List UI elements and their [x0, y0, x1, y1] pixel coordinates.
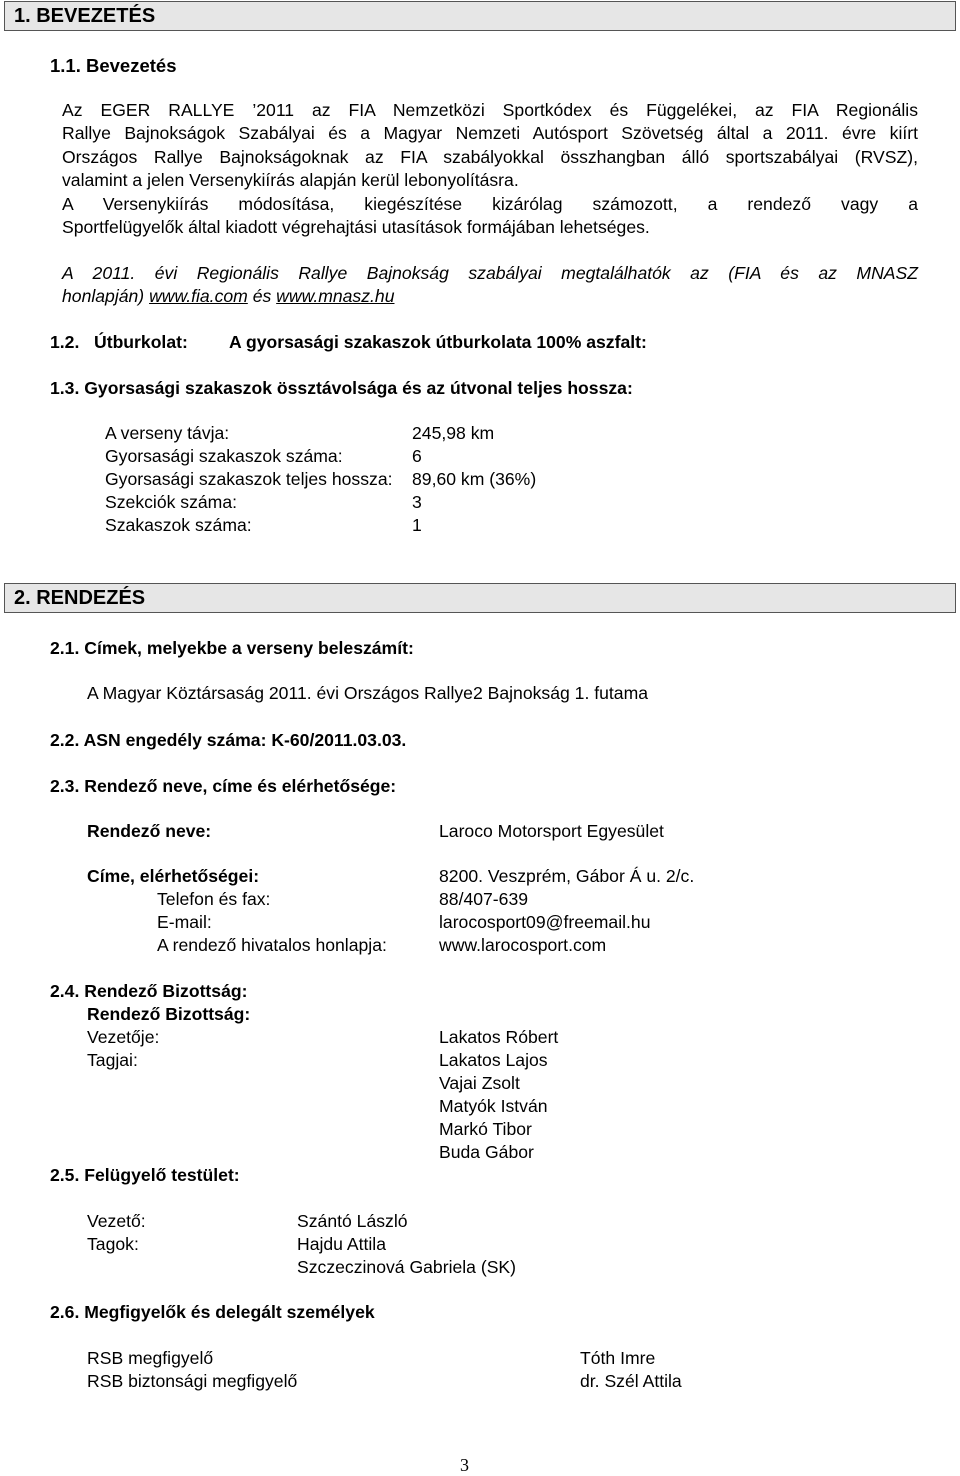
supervisor-name: Szczeczinová Gabriela (SK) — [297, 1257, 517, 1277]
para3-line1: A 2011. évi Regionális Rallye Bajnokság szabályai megtalálhatók az (FIA és az MNASZ — [62, 263, 918, 283]
stat-value: 3 — [412, 492, 422, 512]
para1-line4: valamint a jelen Versenykiírás alapján kerül lebonyolításra. — [62, 170, 519, 190]
subsection-2-1-text: A Magyar Köztársaság 2011. évi Országos Rallye2 Bajnokság 1. futama — [87, 683, 649, 703]
phone-value: 88/407-639 — [439, 889, 529, 909]
para3-and-text: és — [247, 286, 277, 306]
committee-members-label: Tagjai: — [87, 1050, 138, 1070]
organizer-name-label: Rendező neve: — [87, 821, 212, 841]
para1-line2: Rallye Bajnokságok Szabályai és a Magyar Nemzeti Autósport Szövetség által a 2011. évre kiírt — [62, 123, 918, 143]
committee-member: Lakatos Lajos — [439, 1050, 548, 1070]
committee-member: Matyók István — [439, 1096, 548, 1116]
observer-name: Tóth Imre — [580, 1348, 656, 1368]
section-2-heading: 2. RENDEZÉS — [14, 587, 146, 609]
stat-value: 6 — [412, 446, 422, 466]
supervisor-name: Szántó László — [297, 1211, 408, 1231]
supervisor-leader-label: Vezető: — [87, 1211, 146, 1231]
stat-label: Gyorsasági szakaszok száma: — [105, 446, 343, 466]
para2-line1: A Versenykiírás módosítása, kiegészítése kizárólag számozott, a rendező vagy a — [62, 194, 918, 214]
contact-value: 8200. Veszprém, Gábor Á u. 2/c. — [439, 866, 695, 886]
committee-leader-label: Vezetője: — [87, 1027, 160, 1047]
para1-line1: Az EGER RALLYE ’2011 az FIA Nemzetközi Sportkódex és Függelékei, az FIA Regionális — [62, 100, 918, 120]
committee-subheading: Rendező Bizottság: — [87, 1004, 251, 1024]
email-value: larocosport09@freemail.hu — [439, 912, 651, 932]
stat-label: Szekciók száma: — [105, 492, 237, 512]
page-number: 3 — [460, 1455, 469, 1475]
para3-text: honlapján) — [62, 286, 150, 306]
stat-value: 1 — [412, 515, 422, 535]
website-label: A rendező hivatalos honlapja: — [157, 935, 387, 955]
stat-label: A verseny távja: — [105, 423, 230, 443]
stat-label: Gyorsasági szakaszok teljes hossza: — [105, 469, 393, 489]
contact-label: Címe, elérhetőségei: — [87, 866, 260, 886]
observer-name: dr. Szél Attila — [580, 1371, 682, 1391]
subsection-2-2-heading: 2.2. ASN engedély száma: K-60/2011.03.03. — [50, 730, 407, 750]
committee-member: Buda Gábor — [439, 1142, 534, 1162]
subsection-2-1-heading: 2.1. Címek, melyekbe a verseny beleszámít: — [50, 638, 414, 658]
organizer-name-value: Laroco Motorsport Egyesület — [439, 821, 664, 841]
supervisor-name: Hajdu Attila — [297, 1234, 386, 1254]
para3-line2 — [62, 285, 394, 307]
stat-value: 245,98 km — [412, 423, 495, 443]
para1-line3: Országos Rallye Bajnokságoknak az FIA szabályokkal összhangban álló sportszabályai (RVSZ), — [62, 147, 918, 167]
subsection-1-1-heading: 1.1. Bevezetés — [50, 55, 177, 76]
mnasz-link[interactable]: www.mnasz.hu — [276, 286, 395, 306]
phone-label: Telefon és fax: — [157, 889, 271, 909]
committee-member: Lakatos Róbert — [439, 1027, 559, 1047]
para2-line2: Sportfelügyelők által kiadott végrehajtási utasítások formájában lehetséges. — [62, 217, 650, 237]
subsection-1-2-label: Útburkolat: — [94, 332, 188, 352]
supervisor-members-label: Tagok: — [87, 1234, 139, 1254]
observer-role: RSB megfigyelő — [87, 1348, 214, 1368]
website-value: www.larocosport.com — [439, 935, 607, 955]
subsection-2-5-heading: 2.5. Felügyelő testület: — [50, 1165, 240, 1185]
committee-member: Vajai Zsolt — [439, 1073, 520, 1093]
subsection-2-4-heading: 2.4. Rendező Bizottság: — [50, 981, 248, 1001]
subsection-2-3-heading: 2.3. Rendező neve, címe és elérhetősége: — [50, 776, 397, 796]
email-label: E-mail: — [157, 912, 212, 932]
stat-label: Szakaszok száma: — [105, 515, 252, 535]
section-2-heading-bar — [4, 583, 956, 613]
fia-link[interactable]: www.fia.com — [149, 286, 248, 306]
section-1-heading: 1. BEVEZETÉS — [14, 5, 156, 27]
observer-role: RSB biztonsági megfigyelő — [87, 1371, 298, 1391]
subsection-1-3-heading: 1.3. Gyorsasági szakaszok össztávolsága és az útvonal teljes hossza: — [50, 378, 633, 398]
subsection-1-2-number: 1.2. — [50, 332, 80, 352]
subsection-1-2-value: A gyorsasági szakaszok útburkolata 100% aszfalt: — [229, 332, 647, 352]
subsection-2-6-heading: 2.6. Megfigyelők és delegált személyek — [50, 1302, 375, 1322]
committee-member: Markó Tibor — [439, 1119, 532, 1139]
stat-value: 89,60 km (36%) — [412, 469, 537, 489]
